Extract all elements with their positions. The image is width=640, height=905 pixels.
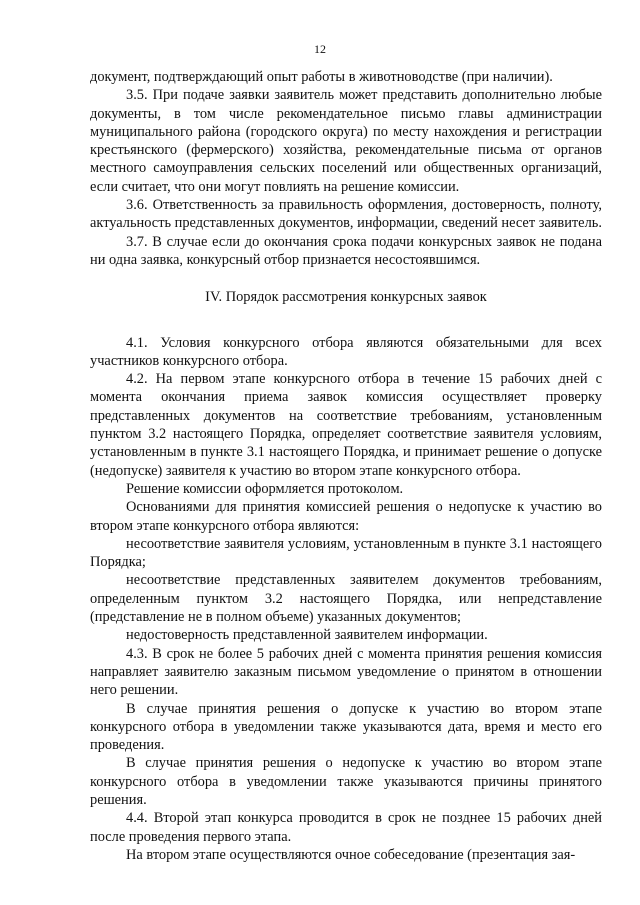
paragraph-non-admission: В случае принятия решения о недопуске к участию во втором этапе конкурсного отбора в уведомлении также указываются причины принятого решения. — [90, 755, 602, 808]
paragraph-ground-3: недостоверность представленной заявителем информации. — [126, 627, 488, 644]
paragraph-4-3: 4.3. В срок не более 5 рабочих дней с момента принятия решения комиссия направляет заявителю заказным письмом уведомление о принятом в отношении него решении. — [90, 645, 602, 699]
paragraph-decision-protocol: Решение комиссии оформляется протоколом. — [126, 480, 404, 497]
paragraph-ground-2: несоответствие представленных заявителем документов требованиям, определенным пунктом 3.2 настоящего Порядка, или непредставление (представление не в полном объеме) указанных документов; — [90, 572, 602, 626]
page-number: 12 — [314, 42, 326, 56]
paragraph-ground-1: несоответствие заявителя условиям, установленным в пункте 3.1 настоящего Порядка; — [90, 535, 602, 571]
paragraph-second-stage: На втором этапе осуществляются очное собеседование (презентация зая- — [126, 846, 576, 863]
paragraph-3-6: 3.6. Ответственность за правильность оформления, достоверность, полноту, актуальность представленных документов, информации, сведений несет заявитель. — [90, 197, 602, 232]
paragraph-3-5: 3.5. При подаче заявки заявитель может представить дополнительно любые документы, в том числе рекомендательное письмо главы администрации муниципального района (городского округа) по месту нахождения и регистрации крестьянского (фермерского) хозяйства, рекомендательные письма от органов местного самоуправления сельских поселений или общественных организаций, если считает, что они могут повлиять на решение комиссии. — [90, 87, 602, 195]
paragraph-admission: В случае принятия решения о допуске к участию во втором этапе конкурсного отбора в уведомлении также указываются дата, время и место его проведения. — [90, 700, 602, 754]
paragraph-grounds: Основаниями для принятия комиссией решения о недопуске к участию во втором этапе конкурсного отбора являются: — [90, 499, 602, 534]
paragraph-4-2: 4.2. На первом этапе конкурсного отбора в течение 15 рабочих дней с момента окончания приема заявок комиссия осуществляет проверку представленных документов на соответствие требованиям, установленным пунктом 3.2 настоящего Порядка, определяет соответствие заявителя условиям, установленным в пункте 3.1 настоящего Порядка, и принимает решение о допуске (недопуске) заявителя к участию во втором этапе конкурсного отбора. — [90, 371, 602, 479]
paragraph-4-1: 4.1. Условия конкурсного отбора являются обязательными для всех участников конкурсного отбора. — [90, 334, 602, 369]
paragraph-3-7: 3.7. В случае если до окончания срока подачи конкурсных заявок не подана ни одна заявка, конкурсный отбор признается несостоявшимся. — [90, 233, 602, 268]
section-heading: IV. Порядок рассмотрения конкурсных заявок — [205, 289, 487, 306]
document-body — [90, 68, 602, 864]
paragraph-continuation: документ, подтверждающий опыт работы в животноводстве (при наличии). — [90, 69, 553, 85]
paragraph-4-4: 4.4. Второй этап конкурса проводится в срок не позднее 15 рабочих дней после проведения первого этапа. — [90, 810, 602, 845]
